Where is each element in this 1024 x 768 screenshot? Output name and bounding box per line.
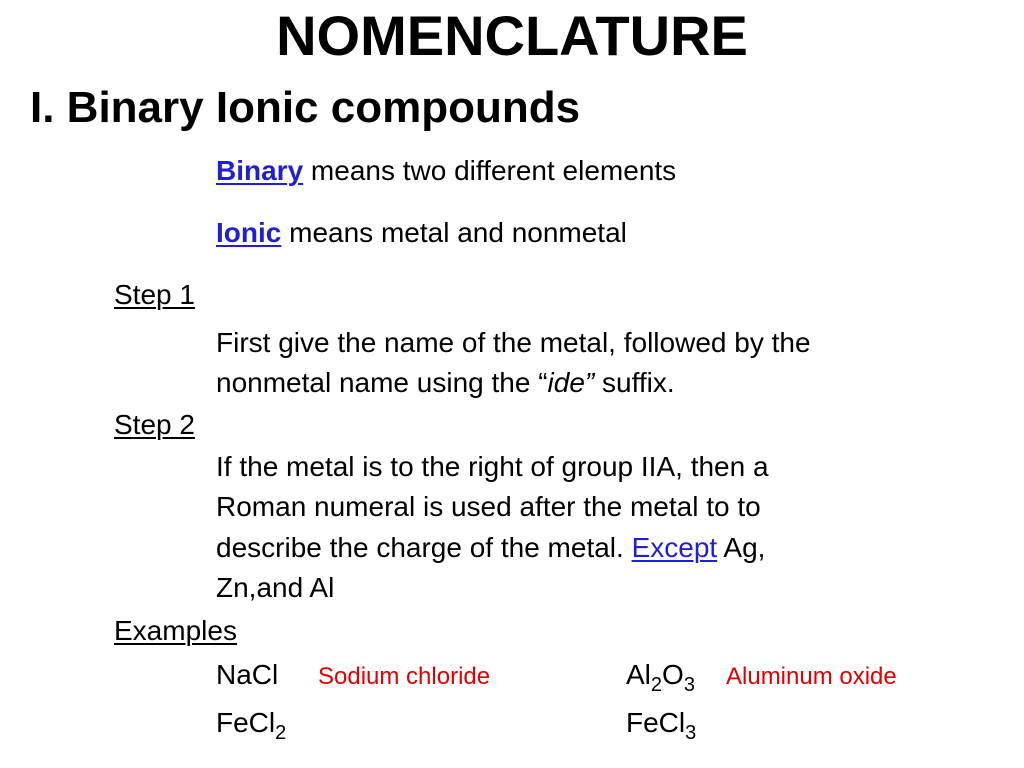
fecl2-subscript: 2 — [275, 722, 287, 744]
ionic-definition — [216, 214, 627, 252]
name-aluminum-oxide: Aluminum oxide — [726, 663, 897, 690]
section-heading: I. Binary Ionic compounds — [30, 83, 581, 132]
al2o3-subscript-3: 3 — [683, 674, 695, 696]
step2-label: Step 2 — [114, 409, 195, 440]
step1-line2 — [216, 364, 675, 402]
step1-line2-pre: nonmetal name using the “ — [216, 367, 548, 398]
examples-label: Examples — [114, 615, 237, 646]
binary-definition-text: means two different elements — [303, 155, 677, 186]
name-sodium-chloride: Sodium chloride — [318, 663, 491, 690]
formula-al2o3 — [626, 656, 695, 694]
slide-title: NOMENCLATURE — [276, 4, 748, 67]
step2-line2: Roman numeral is used after the metal to to — [216, 491, 761, 522]
ionic-link[interactable]: Ionic — [216, 217, 282, 248]
al2o3-subscript-2: 2 — [650, 674, 663, 696]
binary-definition — [216, 152, 676, 190]
step2-line1: If the metal is to the right of group IIA, then a — [216, 451, 769, 482]
ionic-definition-text: means metal and nonmetal — [281, 217, 627, 248]
step2-line3-pre: describe the charge of the metal. — [216, 532, 632, 563]
al2o3-part-o: O — [662, 659, 684, 690]
formula-fecl2 — [216, 704, 286, 742]
step1-label: Step 1 — [114, 279, 195, 310]
formula-fecl3 — [626, 704, 696, 742]
step2-line3-post: Ag, — [717, 532, 766, 563]
fecl3-base: FeCl — [626, 707, 686, 738]
step1-line1: First give the name of the metal, followed by the — [216, 327, 811, 358]
fecl2-base: FeCl — [216, 707, 276, 738]
except-link[interactable]: Except — [631, 532, 718, 563]
step2-line3 — [216, 529, 765, 567]
ide-suffix: ide” — [547, 367, 595, 398]
step2-line4: Zn,and Al — [216, 572, 335, 603]
al2o3-part-al: Al — [626, 659, 651, 690]
fecl3-subscript: 3 — [685, 722, 697, 744]
step1-line2-post: suffix. — [594, 367, 675, 398]
binary-link[interactable]: Binary — [216, 155, 304, 186]
formula-nacl: NaCl — [216, 659, 279, 690]
